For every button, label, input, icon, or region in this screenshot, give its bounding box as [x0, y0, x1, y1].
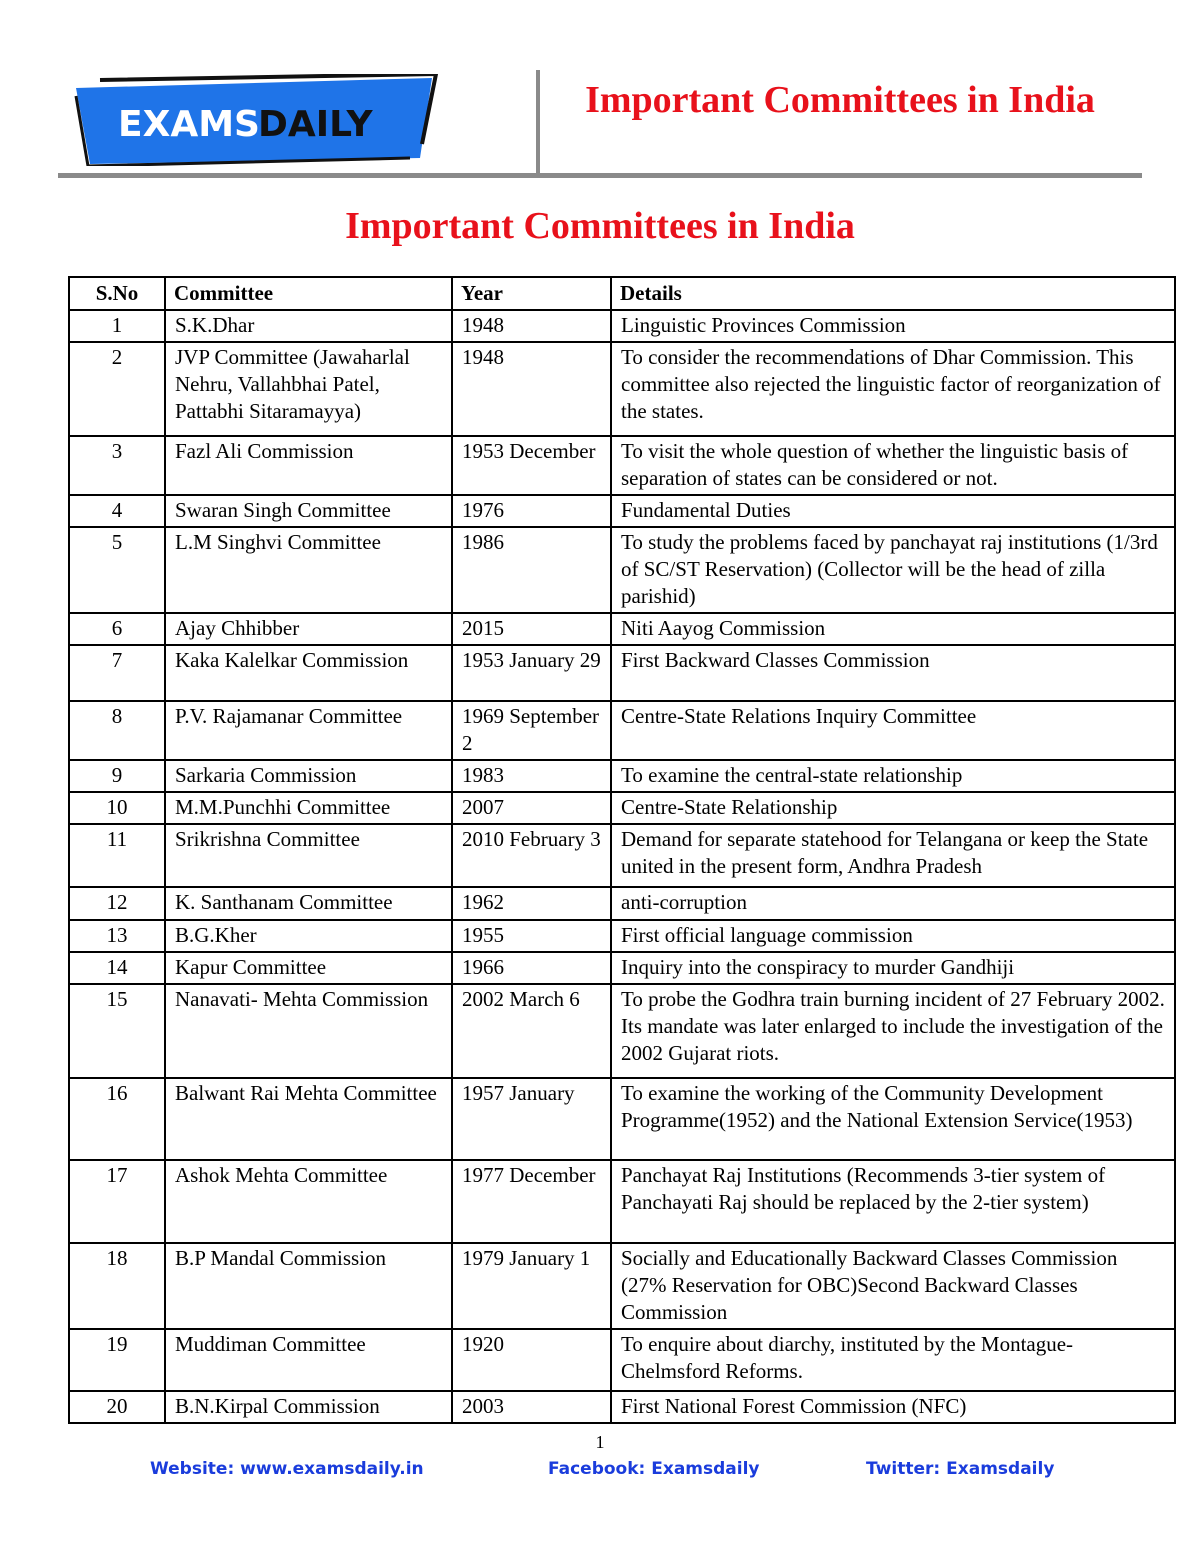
cell-details: To enquire about diarchy, instituted by the Montague-Chelmsford Reforms. [611, 1329, 1175, 1391]
cell-year: 1953 January 29 [452, 645, 611, 701]
cell-year: 1953 December [452, 436, 611, 495]
cell-year: 1976 [452, 495, 611, 527]
cell-committee: K. Santhanam Committee [165, 887, 452, 920]
cell-committee: Ajay Chhibber [165, 613, 452, 645]
cell-year: 1979 January 1 [452, 1243, 611, 1329]
cell-sno: 19 [69, 1329, 165, 1391]
logo-text-daily: DAILY [258, 104, 373, 145]
cell-details: First National Forest Commission (NFC) [611, 1391, 1175, 1423]
cell-committee: Ashok Mehta Committee [165, 1160, 452, 1243]
table-row [69, 792, 1175, 824]
table-row [69, 310, 1175, 342]
cell-committee: Kaka Kalelkar Commission [165, 645, 452, 701]
header-rule [58, 173, 1142, 178]
cell-details: Centre-State Relations Inquiry Committee [611, 701, 1175, 760]
cell-details: First official language commission [611, 920, 1175, 952]
cell-committee: M.M.Punchhi Committee [165, 792, 452, 824]
cell-committee: L.M Singhvi Committee [165, 527, 452, 613]
cell-sno: 18 [69, 1243, 165, 1329]
column-header-details: Details [611, 277, 1175, 310]
cell-sno: 14 [69, 952, 165, 984]
cell-details: To examine the working of the Community Development Programme(1952) and the National Extension Service(1953) [611, 1078, 1175, 1160]
cell-details: Fundamental Duties [611, 495, 1175, 527]
header-title: Important Committees in India [585, 79, 1095, 121]
cell-sno: 6 [69, 613, 165, 645]
cell-details: To probe the Godhra train burning incident of 27 February 2002. Its mandate was later enlarged to include the investigation of the 2002 Gujarat riots. [611, 984, 1175, 1078]
cell-sno: 5 [69, 527, 165, 613]
cell-sno: 15 [69, 984, 165, 1078]
cell-sno: 7 [69, 645, 165, 701]
cell-sno: 3 [69, 436, 165, 495]
exams-daily-logo [70, 74, 440, 166]
cell-details: Linguistic Provinces Commission [611, 310, 1175, 342]
page-number: 1 [595, 1432, 605, 1452]
table-row [69, 824, 1175, 887]
cell-committee: Srikrishna Committee [165, 824, 452, 887]
header-divider [536, 70, 540, 174]
cell-details: To visit the whole question of whether the linguistic basis of separation of states can be considered or not. [611, 436, 1175, 495]
cell-sno: 12 [69, 887, 165, 920]
cell-sno: 10 [69, 792, 165, 824]
cell-sno: 4 [69, 495, 165, 527]
cell-committee: B.P Mandal Commission [165, 1243, 452, 1329]
cell-sno: 9 [69, 760, 165, 792]
cell-committee: Nanavati- Mehta Commission [165, 984, 452, 1078]
cell-committee: JVP Committee (Jawaharlal Nehru, Vallahbhai Patel, Pattabhi Sitaramayya) [165, 342, 452, 436]
cell-details: To study the problems faced by panchayat raj institutions (1/3rd of SC/ST Reservation) (Collector will be the head of zilla parishid) [611, 527, 1175, 613]
cell-sno: 16 [69, 1078, 165, 1160]
cell-year: 1962 [452, 887, 611, 920]
cell-year: 1977 December [452, 1160, 611, 1243]
cell-committee: Fazl Ali Commission [165, 436, 452, 495]
cell-year: 1948 [452, 342, 611, 436]
table-row [69, 436, 1175, 495]
cell-details: Inquiry into the conspiracy to murder Gandhiji [611, 952, 1175, 984]
page-title: Important Committees in India [345, 205, 855, 247]
table-row [69, 1391, 1175, 1423]
cell-year: 1986 [452, 527, 611, 613]
table-row [69, 613, 1175, 645]
cell-committee: Balwant Rai Mehta Committee [165, 1078, 452, 1160]
cell-committee: Swaran Singh Committee [165, 495, 452, 527]
cell-details: Panchayat Raj Institutions (Recommends 3-tier system of Panchayati Raj should be replaced by the 2-tier system) [611, 1160, 1175, 1243]
table-row [69, 887, 1175, 920]
cell-details: Niti Aayog Commission [611, 613, 1175, 645]
cell-year: 1957 January [452, 1078, 611, 1160]
table-row [69, 1160, 1175, 1243]
table-row [69, 1329, 1175, 1391]
table-row [69, 701, 1175, 760]
footer-facebook-link[interactable]: Facebook: Examsdaily [548, 1459, 760, 1479]
cell-sno: 17 [69, 1160, 165, 1243]
cell-year: 2010 February 3 [452, 824, 611, 887]
committees-table [68, 276, 1176, 1424]
cell-details: Demand for separate statehood for Telangana or keep the State united in the present form, Andhra Pradesh [611, 824, 1175, 887]
cell-sno: 8 [69, 701, 165, 760]
cell-details: To consider the recommendations of Dhar Commission. This committee also rejected the linguistic factor of reorganization of the states. [611, 342, 1175, 436]
cell-sno: 20 [69, 1391, 165, 1423]
cell-details: Centre-State Relationship [611, 792, 1175, 824]
cell-details: Socially and Educationally Backward Classes Commission (27% Reservation for OBC)Second Backward Classes Commission [611, 1243, 1175, 1329]
cell-committee: Sarkaria Commission [165, 760, 452, 792]
footer-website-link[interactable]: Website: www.examsdaily.in [150, 1459, 424, 1479]
column-header-committee: Committee [165, 277, 452, 310]
cell-details: First Backward Classes Commission [611, 645, 1175, 701]
table-row [69, 1078, 1175, 1160]
table-row [69, 527, 1175, 613]
cell-year: 2003 [452, 1391, 611, 1423]
logo-text-exams: EXAMS [118, 104, 260, 145]
cell-sno: 11 [69, 824, 165, 887]
table-header-row [69, 277, 1175, 310]
cell-year: 1920 [452, 1329, 611, 1391]
column-header-year: Year [452, 277, 611, 310]
cell-year: 2007 [452, 792, 611, 824]
cell-committee: S.K.Dhar [165, 310, 452, 342]
table-row [69, 984, 1175, 1078]
table-row [69, 342, 1175, 436]
cell-committee: P.V. Rajamanar Committee [165, 701, 452, 760]
cell-year: 1983 [452, 760, 611, 792]
cell-details: To examine the central-state relationship [611, 760, 1175, 792]
table-row [69, 760, 1175, 792]
cell-committee: Muddiman Committee [165, 1329, 452, 1391]
cell-year: 1969 September 2 [452, 701, 611, 760]
cell-sno: 13 [69, 920, 165, 952]
table-row [69, 920, 1175, 952]
cell-sno: 1 [69, 310, 165, 342]
cell-year: 1966 [452, 952, 611, 984]
cell-committee: Kapur Committee [165, 952, 452, 984]
footer-twitter-link[interactable]: Twitter: Examsdaily [866, 1459, 1055, 1479]
cell-committee: B.N.Kirpal Commission [165, 1391, 452, 1423]
table-row [69, 645, 1175, 701]
page-header [0, 0, 1200, 180]
column-header-sno: S.No [69, 277, 165, 310]
cell-year: 1955 [452, 920, 611, 952]
table-row [69, 952, 1175, 984]
cell-year: 2002 March 6 [452, 984, 611, 1078]
cell-sno: 2 [69, 342, 165, 436]
cell-committee: B.G.Kher [165, 920, 452, 952]
table-row [69, 495, 1175, 527]
cell-year: 2015 [452, 613, 611, 645]
page-footer [0, 1459, 1200, 1485]
table-row [69, 1243, 1175, 1329]
cell-year: 1948 [452, 310, 611, 342]
cell-details: anti-corruption [611, 887, 1175, 920]
